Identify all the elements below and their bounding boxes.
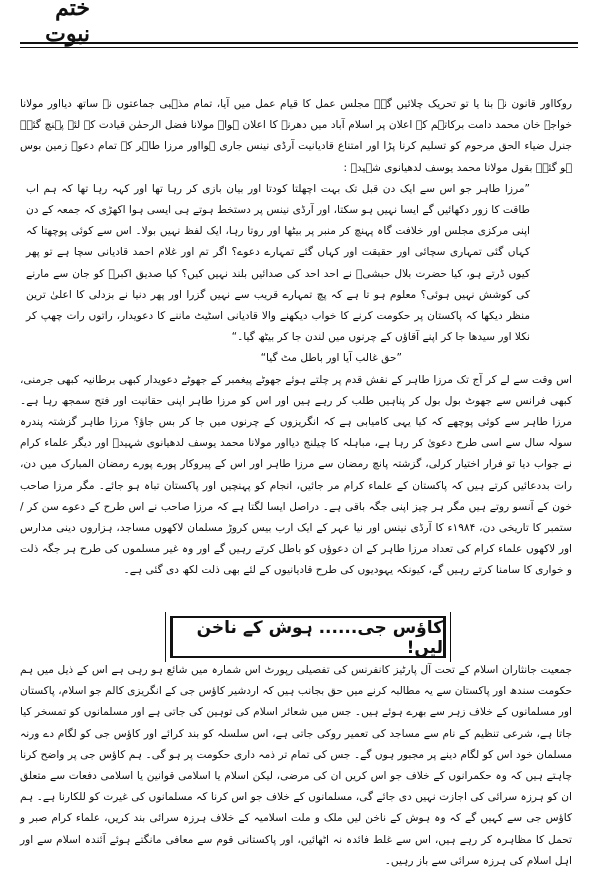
editorial-paragraph: جمعیت جانثاران اسلام کے تحت آل پارٹیز کانفرنس کی تفصیلی رپورٹ اس شمارہ میں شائع ہو رہی ہے اس کے ذیل میں ہم حکومت سندھ اور پاکستان سے یہ مطالبہ کرنے میں حق بجانب ہیں کہ اردشیر کاؤس جی کے انگریزی کالم جو اسلام، پاکستان اور مسلمانوں کے خلاف زہر سے بھرے ہوئے ہیں۔ جس میں شعائر اسلام کی توہین کی جاتی ہے اور مسلمانوں کو تمسخر کیا جاتا ہے، شرعی تنظیم کے نام سے مساجد کی تعمیر روکی جاتی ہے، اس سلسلہ کو بند کرائے اور کاؤس جی کو لگام دے ورنہ مسلمان خود اس کو لگام دینے پر مجبور ہوں گے۔ جس کی تمام تر ذمہ داری حکومت پر ہو گی۔ ہم کاؤس جی پر واضح کرنا چاہتے ہیں کہ وہ حکمرانوں کے خلاف جو اس کریں ان کی مرضی، لیکن اسلام یا اسلامی قوانین یا اسلامی دفعات سے متعلق ان کو ہرزہ سرائی کی اجازت نہیں دی جائے گی، مسلمانوں کے خلاف جو اس کرنا کہ مسلمانوں کی غیرت کو للکارنا ہے۔ ہم کاؤس جی سے کہیں گے کہ وہ ہوش کے ناخن لیں ملک و ملت اسلامیہ کے خلاف ہرزہ سرائی بند کریں، علماء کرام صبر و تحمل کا مظاہرہ کر رہے ہیں، اس سے غلط فائدہ نہ اٹھائیں، اور پاکستانی قوم سے معافی مانگتے ہوئے آئندہ اسلام سے اور اہل اسلام کی ہرزہ سرائی سے باز رہیں۔	[20, 664, 572, 867]
article-headline: کاؤس جی...... ہوش کے ناخن لیں!	[170, 616, 446, 658]
quote-closing-line: ”حق غالب آیا اور باطل مٹ گیا“	[260, 352, 402, 365]
block-quote: ”مرزا طاہر جو اس سے ایک دن قبل تک بہت اچھلتا کودتا اور بیان بازی کر رہا تھا اور کہہ رہا تھا کہ ہم اب طاقت کا زور دکھائیں گے ایسا نہیں ہو سکتا، اور آرڈی نینس پر دستخط ہوتے ہی ایسی ہوا اکھڑی کہ جمعہ کے دن اپنی مرکزی مجلس اور خلافت گاہ پہنچ کر منبر پر بیٹھا اور روتا رہا، ایک لفظ نہیں بولا۔ اس سے کوئی پوچھتا کہ کہاں گئی تمہاری سچائی اور حقیقت اور کہاں گئے تمہارے دعوے؟ اگر تم اور غلام احمد قادیانی سچا ہے تو پھر کیوں ڈرتے ہو، کیا حضرت بلال حبشیؓ نے احد احد کی صدائیں بلند نہیں کیں؟ کیا صدیق اکبرؓ کو جان سے مارنے کی کوشش نہیں ہوئی؟ معلوم ہو تا ہے کہ پچ تمہارے قریب سے نہیں گزرا اور پھر دنیا نے بزدلی کا اعلیٰ ترین منظر دیکھا کہ پاکستان پر حکومت کرنے کا خواب دیکھنے والا قادیانی اسٹیٹ ماننے کا دعویدار، راتوں رات چھپ کر نکلا اور سیدھا جا کر اپنے آقاؤں کے چرنوں میں لندن جا کر بیٹھ گیا۔“	[26, 182, 530, 344]
header-divider	[20, 42, 578, 44]
article-continued	[20, 94, 572, 582]
header-divider-thin	[20, 47, 578, 48]
magazine-logo: ختم نبوت	[45, 0, 90, 47]
editorial-article	[20, 660, 572, 872]
body-paragraph: اس وقت سے لے کر آج تک مرزا طاہر کے نقش قدم پر چلتے ہوئے جھوٹے پیغمبر کے جھوٹے دعویدار کبھی برطانیہ کبھی جرمنی، کبھی فرانس سے جھوٹ بول بول کر پناہیں طلب کر رہے ہیں اور اس کو مرزا طاہر اپنی حقانیت اور فتح سمجھ رہا ہے۔ مرزا طاہر سے کوئی پوچھے کہ کیا یہی کامیابی ہے کہ انگریزوں کے چرنوں میں جا کر بس جاؤ؟ مرزا طاہر گزشتہ پندرہ سولہ سال سے اسی طرح دعویٰ کر رہا ہے، مباہلہ کا چیلنج دیااور مولانا محمد یوسف لدھیانوی شہیدؒ اور دیگر علماء کرام نے جواب دیا تو فرار اختیار کرلی، گزشتہ پانچ رمضان سے مرزا طاہر اور اس کے پیروکار پورے پورے رمضان المبارک میں دن، رات بددعائیں کرتے ہیں کہ پاکستان کے علماء کرام مر جائیں، انجام کو پہنچیں اور پاکستان تباہ ہو جائے۔ مگر مرزا صاحب خون کے آنسو روتے ہیں مگر ہر چیز اپنی جگہ باقی ہے۔ دراصل ایسا لگتا ہے کہ مرزا صاحب نے اس طرح کے دعوے سن کر / ستمبر کا تاریخی دن، ۱۹۸۴ء کا آرڈی نینس اور نیا عہر کے ایک ارب بیس کروڑ مسلمان لاکھوں مساجد، ہزاروں دینی مدارس اور لاکھوں علماء کرام کی تعداد مرزا طاہر کے ان دعوؤں کو باطل کرتے رہیں گے اور وہ غیر مسلموں کی طرح ہر جگہ ذلت و خواری کا سامنا کرتے رہیں گے، کیونکہ یہودیوں کی طرح قادیانیوں کے لئے بھی ذلت لکھ دی گئی ہے۔	[20, 373, 572, 577]
intro-paragraph: روکااور قانون نہ بنا یا تو تحریک چلائیں گے۔ مجلس عمل کا قیام عمل میں آیا، تمام مذہبی جماعتوں نے ساتھ دیااور مولانا خواجہ خان محمد دامت برکاتہم کے اعلان پر اسلام آباد میں دھرنے کا اعلان ہوا۔ مولانا فضل الرحمٰن قیادت کے لئے پہنچ گئے۔ جنرل ضیاء الحق مرحوم کو تسلیم کرنا پڑا اور امتناع قادیانیت آرڈی نینس جاری ہوااور مرزا طاہر کے تمام دعوے زمین بوس ہو گئے۔ بقول مولانا محمد یوسف لدھیانوی شہیدؒ :	[20, 98, 572, 174]
